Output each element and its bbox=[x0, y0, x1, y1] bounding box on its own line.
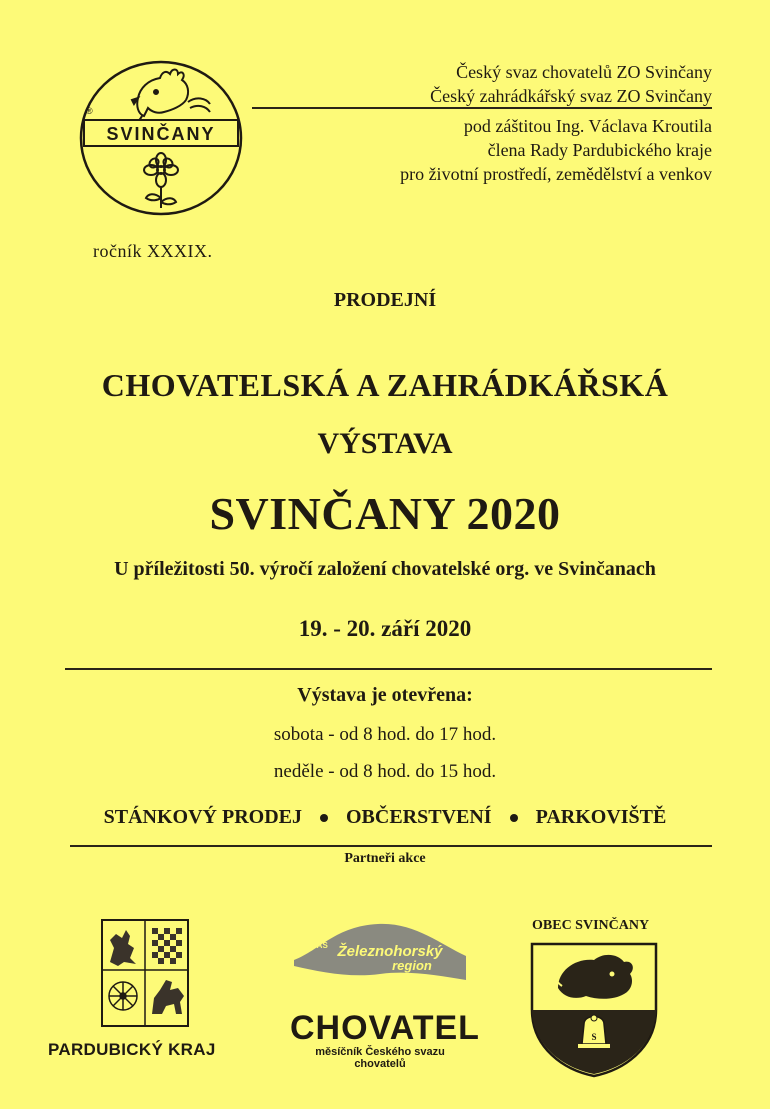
bell-letter: S bbox=[591, 1032, 597, 1042]
patron-line-1: pod záštitou Ing. Václava Kroutila bbox=[463, 116, 712, 136]
chovatel-title: CHOVATEL bbox=[290, 1009, 480, 1047]
opening-heading: Výstava je otevřena: bbox=[297, 684, 473, 706]
main-title: SVINČANY 2020 bbox=[209, 488, 561, 539]
wheel-icon bbox=[109, 982, 137, 1010]
divider-top bbox=[65, 668, 712, 670]
logo-text: SVINČANY bbox=[106, 124, 216, 144]
flower-icon bbox=[144, 153, 178, 208]
title-line-2: VÝSTAVA bbox=[317, 427, 453, 460]
bullet-icon bbox=[320, 814, 328, 822]
bullet-icon bbox=[510, 814, 518, 822]
organizer-line-1: Český svaz chovatelů ZO Svinčany bbox=[456, 62, 712, 82]
registered-mark: ® bbox=[86, 106, 93, 116]
mas-small: MAS bbox=[310, 941, 328, 950]
occasion-text: U příležitosti 50. výročí založení chovatelské org. ve Svinčanach bbox=[114, 558, 656, 580]
patron-line-2: člena Rady Pardubického kraje bbox=[487, 140, 712, 160]
obec-label: OBEC SVINČANY bbox=[532, 918, 650, 933]
service-stands: STÁNKOVÝ PRODEJ bbox=[103, 806, 302, 828]
kraj-label: PARDUBICKÝ KRAJ bbox=[48, 1040, 216, 1059]
obec-shield bbox=[528, 940, 660, 1080]
service-parking: PARKOVIŠTĚ bbox=[535, 806, 667, 828]
title-line-1: CHOVATELSKÁ A ZAHRÁDKÁŘSKÁ bbox=[101, 367, 669, 403]
mas-name: Železnohorský bbox=[337, 943, 443, 960]
pardubicky-kraj-emblem bbox=[100, 918, 190, 1028]
edition-number: ročník XXXIX. bbox=[93, 241, 213, 261]
chovatel-logo bbox=[290, 1009, 480, 1070]
services-row bbox=[0, 806, 770, 829]
chovatel-subtitle: měsíčník Českého svazu chovatelů bbox=[315, 1046, 445, 1070]
mas-logo bbox=[290, 920, 470, 990]
partners-label: Partneři akce bbox=[344, 851, 426, 866]
patron-line-3: pro životní prostředí, zemědělství a venkov bbox=[400, 164, 712, 184]
opening-sunday: neděle - od 8 hod. do 15 hod. bbox=[273, 761, 497, 782]
organizer-line-2: Český zahrádkářský svaz ZO Svinčany bbox=[430, 86, 712, 106]
subtitle-prodejni: PRODEJNÍ bbox=[333, 289, 437, 311]
organizers-block bbox=[242, 60, 712, 186]
event-dates: 19. - 20. září 2020 bbox=[298, 616, 472, 641]
opening-saturday: sobota - od 8 hod. do 17 hod. bbox=[273, 724, 497, 745]
service-refreshments: OBČERSTVENÍ bbox=[345, 806, 492, 828]
mas-region: region bbox=[392, 958, 432, 973]
svincany-logo bbox=[78, 58, 244, 218]
rooster-icon bbox=[132, 70, 210, 125]
divider-bottom bbox=[70, 845, 712, 847]
